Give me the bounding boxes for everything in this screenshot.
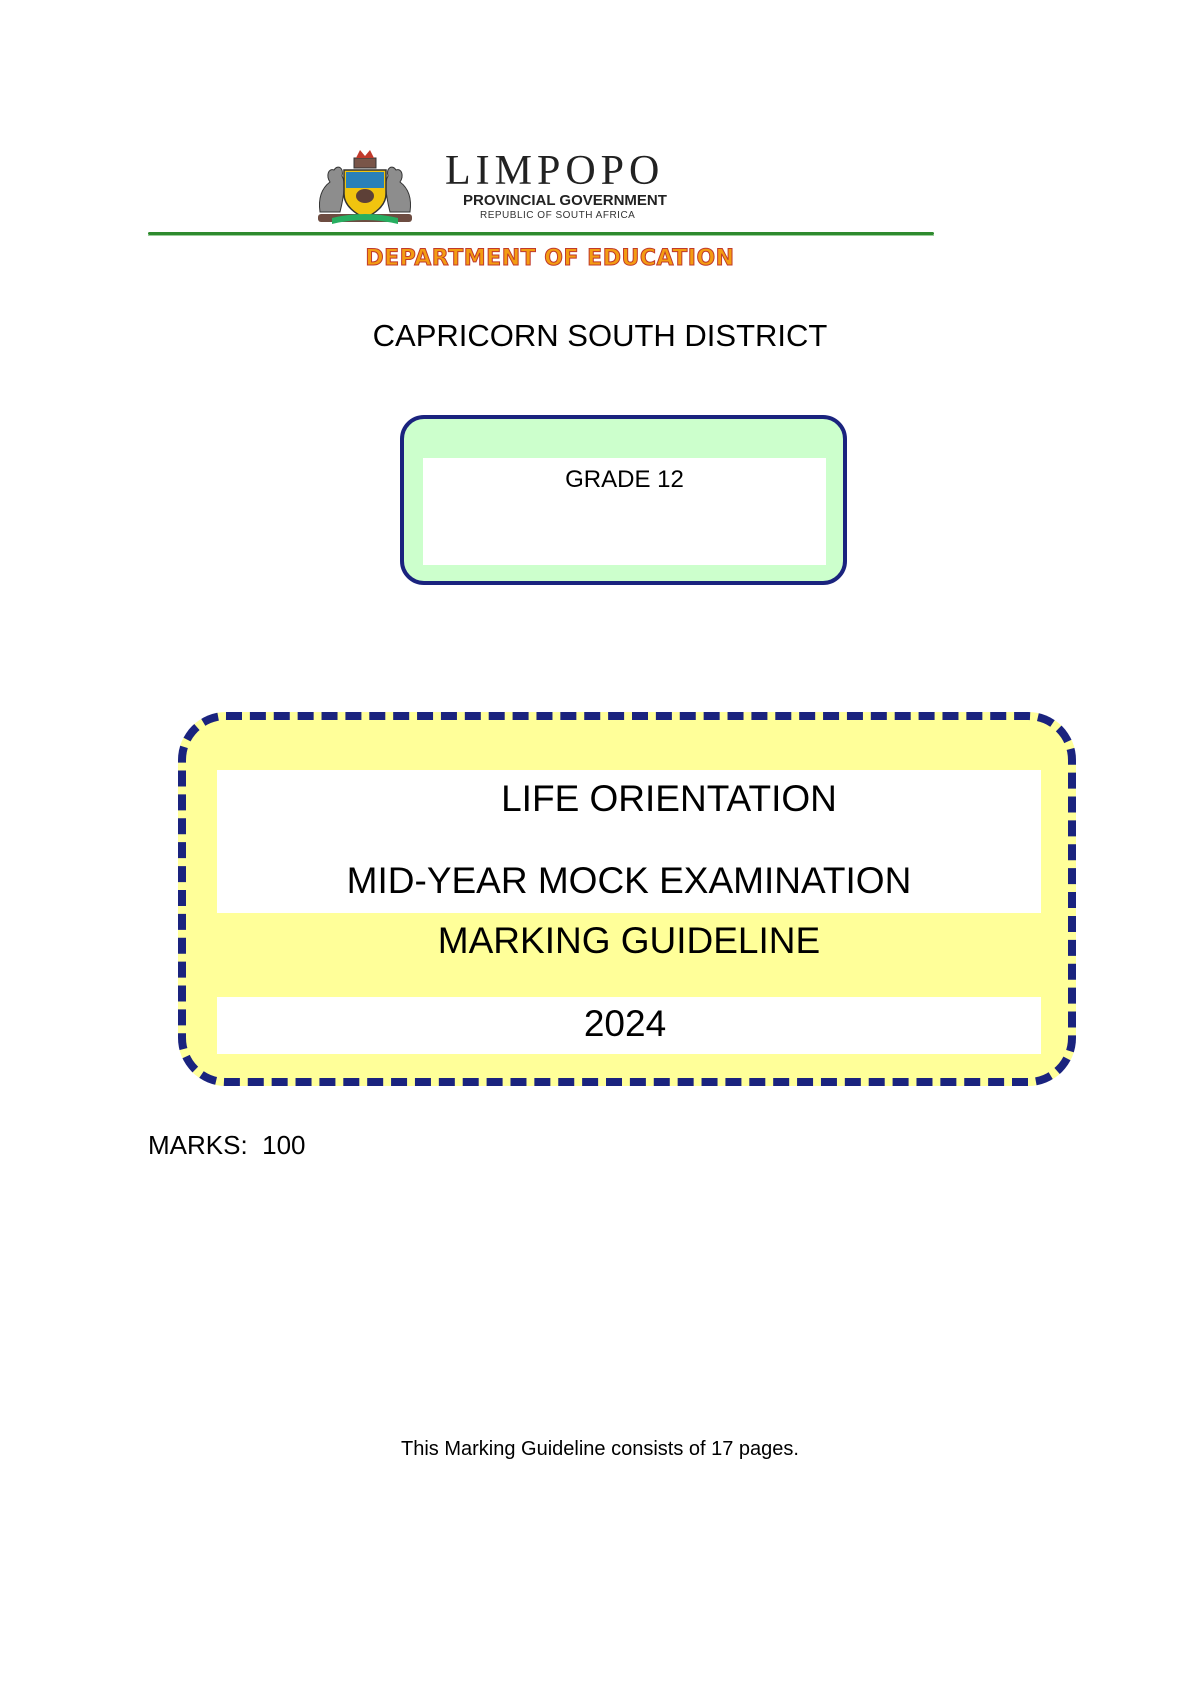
province-name: LIMPOPO bbox=[445, 148, 665, 194]
subject-title: LIFE ORIENTATION bbox=[501, 778, 837, 819]
header-divider-shadow bbox=[148, 235, 934, 236]
department-title: DEPARTMENT OF EDUCATION bbox=[365, 246, 735, 271]
document-type: MARKING GUIDELINE bbox=[437, 920, 821, 961]
page-count-note: This Marking Guideline consists of 17 pages. bbox=[401, 1438, 799, 1460]
district-title: CAPRICORN SOUTH DISTRICT bbox=[372, 318, 828, 353]
marks-total: MARKS: 100 bbox=[148, 1130, 306, 1160]
republic-label: REPUBLIC OF SOUTH AFRICA bbox=[480, 210, 636, 221]
provincial-government-label: PROVINCIAL GOVERNMENT bbox=[463, 192, 667, 209]
exam-type: MID-YEAR MOCK EXAMINATION bbox=[346, 860, 912, 901]
grade-label: GRADE 12 bbox=[565, 466, 684, 493]
coat-of-arms-icon bbox=[310, 148, 420, 228]
exam-year: 2024 bbox=[583, 1003, 667, 1044]
